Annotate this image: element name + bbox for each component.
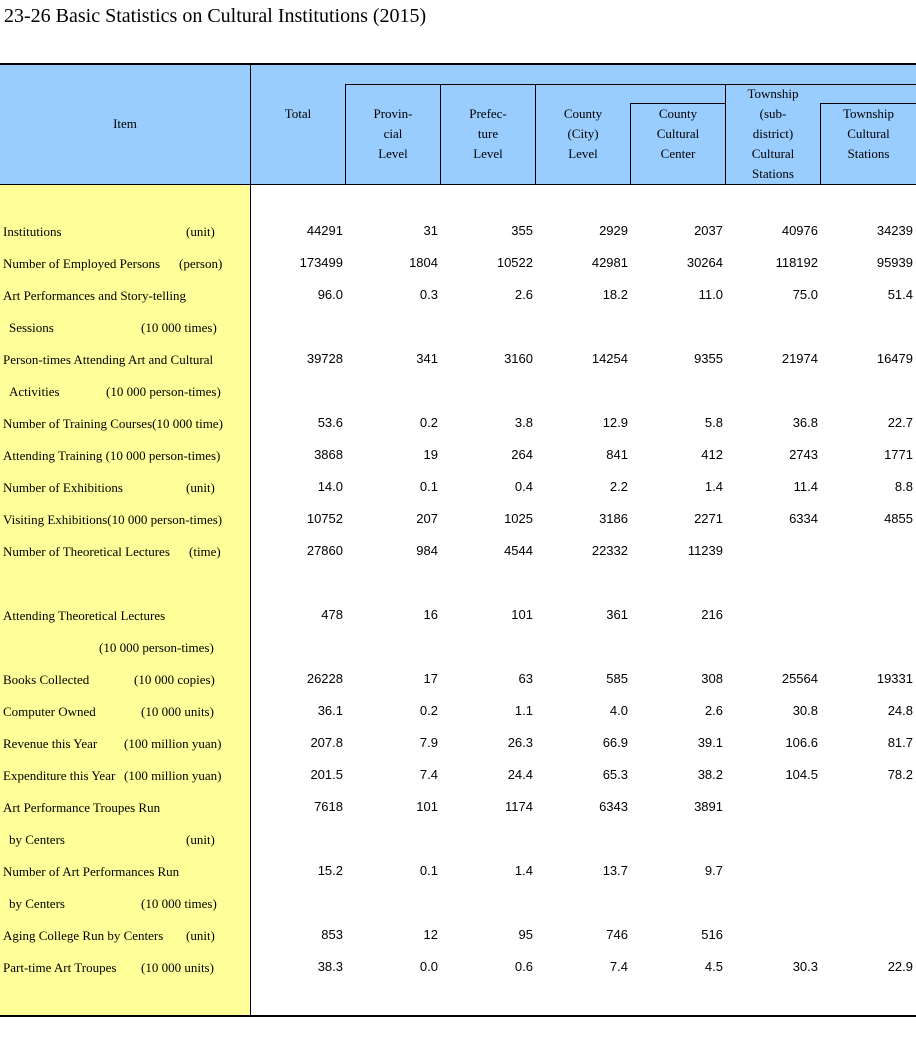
table-cell: 95 (518, 927, 533, 942)
row-label-text: Revenue this Year (3, 736, 98, 751)
row-label-text: Art Performance Troupes Run (3, 800, 161, 815)
table-cell: 96.0 (317, 287, 343, 302)
table-cell: 14254 (591, 351, 628, 366)
row-label (3, 606, 247, 655)
row-label-text: Visiting Exhibitions(10 000 person-times) (3, 512, 223, 527)
row-label-text: Attending Theoretical Lectures (3, 608, 166, 623)
table-cell: 9.7 (704, 863, 723, 878)
table-cell: 36.8 (792, 415, 818, 430)
row-label-text: Aging College Run by Centers (3, 928, 164, 943)
table-cell: 412 (701, 447, 723, 462)
table-cell: 853 (321, 927, 343, 942)
row-label (3, 702, 247, 734)
table-cell: 65.3 (602, 767, 628, 782)
row-unit-text: (unit) (186, 224, 215, 239)
table-cell: 26.3 (507, 735, 533, 750)
table-cell: 0.0 (419, 959, 438, 974)
table-cell: 2.6 (704, 703, 723, 718)
table-cell: 11.4 (793, 479, 818, 494)
page-title: 23-26 Basic Statistics on Cultural Institutions (2015) (4, 5, 427, 27)
table-cell: 10522 (496, 255, 533, 270)
table-cell: 14.0 (317, 479, 343, 494)
row-label-text: Number of Training Courses(10 000 time) (3, 416, 223, 431)
header-township-stations: Township Cultural Stations (842, 106, 895, 161)
table-cell: 2.2 (609, 479, 628, 494)
table-cell: 78.2 (887, 767, 913, 782)
row-label (3, 542, 247, 574)
table-cell: 2.6 (514, 287, 533, 302)
table-cell: 746 (606, 927, 628, 942)
table-cell: 40976 (781, 223, 818, 238)
header-county-center: County Cultural Center (656, 106, 700, 161)
row-unit-text-line2: (10 000 person-times) (106, 384, 221, 399)
header-bottom-rule (0, 184, 916, 185)
table-cell: 51.4 (887, 287, 913, 302)
table-cell: 3186 (599, 511, 628, 526)
table-cell: 4855 (884, 511, 913, 526)
table-cell: 19 (423, 447, 438, 462)
table-cell: 31 (423, 223, 438, 238)
table-cell: 341 (416, 351, 438, 366)
row-label (3, 222, 247, 254)
row-unit-text-line2: (10 000 times) (141, 320, 217, 335)
row-label (3, 446, 247, 478)
table-cell: 75.0 (792, 287, 818, 302)
table-cell: 22.9 (887, 959, 913, 974)
row-label (3, 798, 247, 847)
table-cell: 4.5 (704, 959, 723, 974)
table-cell: 21974 (781, 351, 818, 366)
table-cell: 24.8 (887, 703, 913, 718)
row-label-text: Institutions (3, 224, 62, 239)
table-cell: 16479 (876, 351, 913, 366)
table-cell: 7.4 (609, 959, 628, 974)
table-cell: 7.9 (419, 735, 438, 750)
table-cell: 44291 (306, 223, 343, 238)
table-cell: 984 (416, 543, 438, 558)
table-cell: 25564 (781, 671, 818, 686)
table-cell: 104.5 (785, 767, 818, 782)
table-top-rule (0, 63, 916, 65)
table-cell: 207 (416, 511, 438, 526)
row-label-text-line2: Activities (9, 384, 60, 399)
row-unit-text: (time) (189, 544, 221, 559)
table-cell: 7618 (314, 799, 343, 814)
table-cell: 7.4 (419, 767, 438, 782)
row-unit-text: (100 million yuan) (124, 736, 222, 751)
table-cell: 11239 (687, 543, 723, 558)
table-cell: 10752 (306, 511, 343, 526)
table-cell: 3160 (504, 351, 533, 366)
row-label (3, 958, 247, 990)
table-cell: 9355 (694, 351, 723, 366)
table-bottom-rule (0, 1015, 916, 1017)
row-label-text: Art Performances and Story-telling (3, 288, 187, 303)
table-cell: 2929 (599, 223, 628, 238)
table-cell: 30.3 (792, 959, 818, 974)
header-total: Total (284, 106, 312, 121)
table-cell: 19331 (876, 671, 913, 686)
row-unit-text: (10 000 copies) (134, 672, 215, 687)
header-item: Item (113, 116, 137, 131)
row-label (3, 862, 247, 911)
row-label (3, 670, 247, 702)
table-cell: 36.1 (317, 703, 343, 718)
table-cell: 516 (701, 927, 723, 942)
table-cell: 1.4 (514, 863, 533, 878)
table-cell: 1.4 (704, 479, 723, 494)
row-label-text: Attending Training (10 000 person-times) (3, 448, 221, 463)
row-label (3, 478, 247, 510)
table-cell: 1804 (409, 255, 438, 270)
table-cell: 42981 (591, 255, 628, 270)
table-cell: 22.7 (887, 415, 913, 430)
table-cell: 207.8 (310, 735, 343, 750)
table-cell: 63 (518, 671, 533, 686)
row-label (3, 734, 247, 766)
row-label-text: Computer Owned (3, 704, 96, 719)
table-cell: 361 (606, 607, 628, 622)
row-unit-text: (unit) (186, 480, 215, 495)
table-cell: 17 (423, 671, 438, 686)
table-cell: 4.0 (609, 703, 628, 718)
table-cell: 355 (511, 223, 533, 238)
table-cell: 585 (606, 671, 628, 686)
header-prefecture: Prefec- ture Level (469, 106, 507, 161)
table-cell: 478 (321, 607, 343, 622)
table-cell: 12 (423, 927, 438, 942)
table-cell: 12.9 (602, 415, 628, 430)
table-cell: 1174 (505, 799, 533, 814)
table-cell: 11.0 (698, 287, 723, 302)
table-cell: 0.2 (419, 415, 438, 430)
row-unit-text-line2: (10 000 person-times) (99, 640, 214, 655)
row-label (3, 350, 247, 399)
row-unit-text: (10 000 units) (141, 960, 214, 975)
table-cell: 3891 (694, 799, 723, 814)
table-cell: 30.8 (792, 703, 818, 718)
table-cell: 173499 (299, 255, 343, 270)
table-cell: 22332 (591, 543, 628, 558)
table-cell: 6334 (789, 511, 818, 526)
table-cell: 15.2 (317, 863, 343, 878)
table-cell: 201.5 (310, 767, 343, 782)
table-cell: 216 (701, 607, 723, 622)
table-cell: 8.8 (894, 479, 913, 494)
table-cell: 3868 (314, 447, 343, 462)
table-cell: 264 (511, 447, 533, 462)
row-label-text: Part-time Art Troupes (3, 960, 117, 975)
table-cell: 841 (606, 447, 628, 462)
table-cell: 6343 (599, 799, 628, 814)
table-cell: 1.1 (514, 703, 533, 718)
table-cell: 0.2 (419, 703, 438, 718)
table-cell: 1771 (884, 447, 913, 462)
row-unit-text: (10 000 units) (141, 704, 214, 719)
table-cell: 101 (416, 799, 438, 814)
row-label-text-line2: by Centers (9, 896, 65, 911)
row-label (3, 254, 247, 286)
row-label (3, 766, 247, 798)
table-cell: 18.2 (602, 287, 628, 302)
table-cell: 39.1 (697, 735, 723, 750)
row-unit-text-line2: (10 000 times) (141, 896, 217, 911)
table-cell: 2271 (694, 511, 723, 526)
header-divider (345, 84, 916, 85)
row-unit-text: (unit) (186, 928, 215, 943)
row-label-text: Number of Employed Persons (3, 256, 161, 271)
table-cell: 34239 (876, 223, 913, 238)
row-unit-text-line2: (unit) (186, 832, 215, 847)
row-label-text: Number of Exhibitions (3, 480, 123, 495)
row-label (3, 510, 247, 542)
row-unit-text: (100 million yuan) (124, 768, 222, 783)
table-cell: 0.4 (514, 479, 533, 494)
table-cell: 1025 (504, 511, 533, 526)
table-cell: 16 (423, 607, 438, 622)
header-divider (250, 65, 251, 1015)
header-county: County (City) Level (563, 106, 603, 161)
table-cell: 0.6 (514, 959, 533, 974)
table-cell: 26228 (306, 671, 343, 686)
header-township: Township (sub- district) Cultural Stations (747, 86, 799, 181)
table-cell: 81.7 (887, 735, 913, 750)
row-label-text: Number of Art Performances Run (3, 864, 180, 879)
table-cell: 2037 (694, 223, 723, 238)
row-label-text: Expenditure this Year (3, 768, 116, 783)
row-label-text-line2: by Centers (9, 832, 65, 847)
table-cell: 27860 (306, 543, 343, 558)
table-cell: 39728 (306, 351, 343, 366)
row-label-text: Books Collected (3, 672, 90, 687)
table-cell: 30264 (686, 255, 723, 270)
row-label (3, 414, 247, 446)
table-cell: 0.1 (419, 863, 438, 878)
table-cell: 53.6 (317, 415, 343, 430)
table-cell: 0.3 (419, 287, 438, 302)
row-label-text-line2: Sessions (9, 320, 54, 335)
table-cell: 66.9 (602, 735, 628, 750)
table-cell: 38.2 (697, 767, 723, 782)
table-cell: 95939 (876, 255, 913, 270)
row-unit-text: (person) (179, 256, 223, 271)
row-label-text: Person-times Attending Art and Cultural (3, 352, 214, 367)
row-label (3, 286, 247, 335)
header-provincial: Provin- cial Level (373, 106, 413, 161)
table-cell: 24.4 (507, 767, 533, 782)
table-cell: 118192 (775, 255, 818, 270)
table-cell: 106.6 (785, 735, 818, 750)
table-cell: 3.8 (514, 415, 533, 430)
table-cell: 308 (701, 671, 723, 686)
row-label (3, 926, 247, 958)
table-cell: 101 (511, 607, 533, 622)
table-cell: 4544 (504, 543, 533, 558)
table-cell: 2743 (789, 447, 818, 462)
row-label-text: Number of Theoretical Lectures (3, 544, 170, 559)
table-cell: 5.8 (704, 415, 723, 430)
table-cell: 0.1 (419, 479, 438, 494)
table-cell: 38.3 (317, 959, 343, 974)
table-cell: 13.7 (602, 863, 628, 878)
